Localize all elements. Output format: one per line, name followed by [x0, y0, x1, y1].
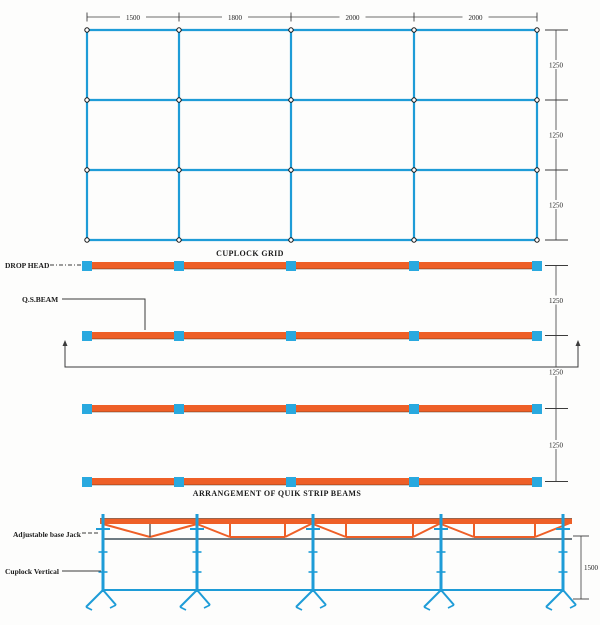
tripod-leg: [86, 590, 103, 607]
drop-head-block: [174, 331, 184, 341]
grid-node-marker: [177, 28, 181, 32]
tripod-foot: [424, 607, 430, 610]
cuplock-vertical-label: Cuplock Vertical: [5, 567, 59, 576]
drop-head-block: [286, 331, 296, 341]
grid-node-marker: [289, 168, 293, 172]
tripod-leg: [563, 590, 576, 605]
grid-node-marker: [177, 168, 181, 172]
tripod-foot: [570, 605, 576, 608]
drop-head-label: DROP HEAD: [5, 261, 50, 270]
drop-head-block: [82, 477, 92, 487]
drop-head-block: [532, 404, 542, 414]
grid-node-marker: [85, 238, 89, 242]
grid-column-dimension: 2000: [345, 14, 360, 22]
grid-column-dimension: 1500: [126, 14, 140, 22]
qs-beam-label: Q.S.BEAM: [22, 295, 59, 304]
qs-beam-bar: [84, 262, 540, 269]
drop-head-block: [82, 261, 92, 271]
drop-head-block: [82, 404, 92, 414]
beam-gap-dimension: 1250: [549, 441, 563, 450]
drop-head-block: [409, 331, 419, 341]
drop-head-block: [286, 261, 296, 271]
grid-column-dimension: 1800: [228, 14, 242, 22]
tripod-foot: [296, 607, 302, 610]
tripod-foot: [180, 607, 186, 610]
adjustable-base-jack-label: Adjustable base Jack: [13, 530, 81, 539]
beam-dimension-lines: [63, 266, 581, 482]
tripod-foot: [320, 605, 326, 608]
grid-node-marker: [535, 28, 539, 32]
grid-row-dimension: 1250: [549, 61, 563, 70]
grid-node-marker: [85, 98, 89, 102]
tripod-leg: [180, 590, 197, 607]
qs-beam-leader-line: [62, 299, 145, 330]
truss-diagonal: [197, 524, 230, 537]
quik-strip-beam-rows: [82, 261, 542, 487]
cuplock-grid-plan: [85, 28, 539, 242]
elevation-height-dim: 1500: [584, 564, 598, 572]
qs-beam-bar: [84, 478, 540, 485]
tripod-leg: [103, 590, 116, 605]
tripod-leg: [197, 590, 210, 605]
arrangement-title: ARRANGEMENT OF QUIK STRIP BEAMS: [192, 489, 362, 498]
grid-node-marker: [177, 238, 181, 242]
section-cut-line: [65, 345, 578, 367]
tripod-leg: [546, 590, 563, 607]
tripod-foot: [110, 605, 116, 608]
drop-head-block: [532, 331, 542, 341]
grid-node-marker: [412, 238, 416, 242]
drop-head-block: [174, 261, 184, 271]
elevation-view: [62, 514, 589, 610]
grid-node-marker: [177, 98, 181, 102]
section-arrow-up: [576, 340, 581, 346]
grid-node-marker: [289, 238, 293, 242]
tripod-leg: [313, 590, 326, 605]
section-arrow-up: [63, 340, 68, 346]
grid-column-dimension: 2000: [468, 14, 483, 22]
drop-head-block: [174, 477, 184, 487]
tripod-foot: [546, 607, 552, 610]
grid-dimension-lines: [87, 12, 568, 240]
grid-node-marker: [289, 28, 293, 32]
tripod-leg: [424, 590, 441, 607]
grid-row-dimension: 1250: [549, 201, 563, 210]
grid-node-marker: [412, 28, 416, 32]
grid-node-marker: [85, 168, 89, 172]
beam-gap-dimension: 1250: [549, 368, 563, 377]
drop-head-block: [82, 331, 92, 341]
beam-gap-dimension: 1250: [549, 297, 563, 305]
drop-head-block: [286, 477, 296, 487]
grid-node-marker: [412, 168, 416, 172]
drop-head-block: [532, 477, 542, 487]
truss-top-chord: [100, 519, 572, 524]
drop-head-block: [409, 261, 419, 271]
tripod-foot: [86, 607, 92, 610]
grid-node-marker: [535, 98, 539, 102]
tripod-foot: [448, 605, 454, 608]
truss-diagonal: [313, 524, 346, 537]
tripod-foot: [204, 605, 210, 608]
grid-node-marker: [535, 168, 539, 172]
drop-head-block: [174, 404, 184, 414]
truss-diagonal: [150, 524, 197, 537]
drop-head-block: [286, 404, 296, 414]
qs-beam-bar: [84, 405, 540, 412]
grid-node-marker: [412, 98, 416, 102]
grid-node-marker: [289, 98, 293, 102]
qs-beam-bar: [84, 332, 540, 339]
grid-row-dimension: 1250: [549, 131, 563, 140]
grid-node-marker: [85, 28, 89, 32]
tripod-leg: [296, 590, 313, 607]
tripod-leg: [441, 590, 454, 605]
truss-diagonal: [103, 524, 150, 537]
drop-head-block: [532, 261, 542, 271]
grid-node-marker: [535, 238, 539, 242]
cuplock-grid-title: CUPLOCK GRID: [216, 249, 284, 258]
truss-diagonal: [441, 524, 474, 537]
drop-head-block: [409, 404, 419, 414]
callout-leader-lines: [50, 265, 145, 330]
drop-head-block: [409, 477, 419, 487]
